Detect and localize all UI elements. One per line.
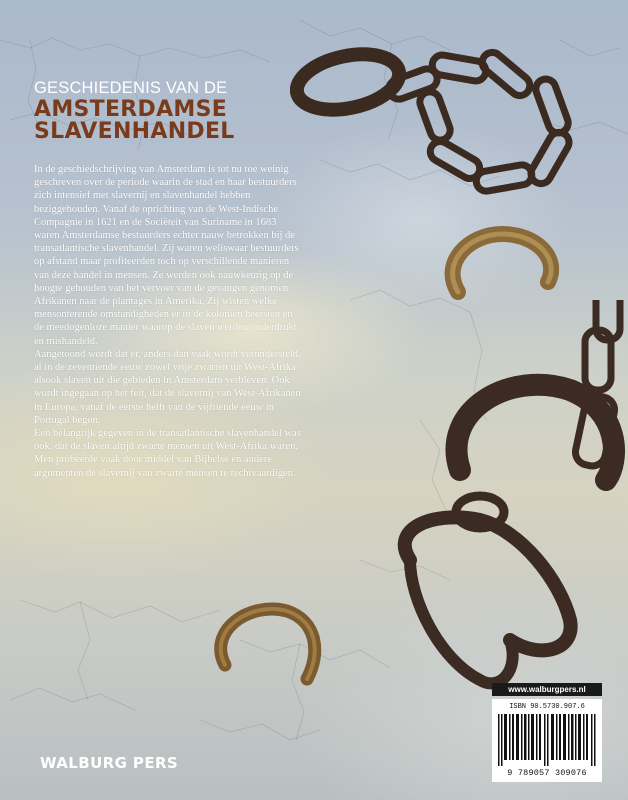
book-title-line-1: AMSTERDAMSE: [34, 97, 228, 122]
barcode-graphic: [498, 714, 596, 766]
book-title-line-2: SLAVENHANDEL: [34, 119, 235, 144]
barcode-panel: [492, 699, 602, 782]
barcode-number: 9 789057 309076: [507, 768, 587, 778]
blurb-text: [34, 163, 302, 480]
isbn-label: ISBN 90.5730.907.6: [509, 703, 585, 711]
book-title: [34, 99, 334, 143]
publisher-logo: WALBURG PERS: [40, 754, 179, 772]
blurb-paragraph: In de geschiedschrijving van Amsterdam is tot nu toe weinig geschreven over de periode waarin de stad en haar bestuurders zich intensief met slavernij en slavenhandel hebben beziggehouden. Vanaf de oprichting van de West-Indische Compagnie in 1621 en de Sociëteit van Suriname in 1683 waren Amsterdamse bestuurders echter nauw betrokken bij de transatlantische slavenhandel. Zij waren weliswaar bestuurders op afstand maar profiteerden toch op verschillende manieren van deze handel in mensen. Ze werden ook nauwkeurig op de hoogte gehouden van het vervoer van de gevangen genomen Afrikanen naar de plantages in Amerika. Zij wisten welke mensonterende omstandigheden er in de koloniën heersten en de meedogenloze manier waarop de slaven werden onderdrukt en mishandeld.: [34, 164, 299, 347]
chain-shackle-image: [290, 30, 610, 220]
publisher-website: www.walburgpers.nl: [492, 683, 602, 696]
blurb-paragraph: Aangetoond wordt dat er, anders dan vaak wordt verondersteld, al in de zeventiende eeuw zowel vrije zwarten uit West-Afrika alsook slaven uit die gebieden in Amsterdam verbleven. Ook wordt ingegaan op het feit, dat de slavernij van West-Afrikanen in Europa, vanaf de eerste helft van de vijftiende eeuw in Portugal begon.: [34, 348, 301, 426]
copper-armring-image: [195, 595, 335, 705]
blurb-paragraph: Een belangrijk gegeven in de transatlantische slavenhandel was ook, dat de slaven altijd zwarte mensen uit West-Afrika waren. Men probeerde vaak door middel van Bijbelse en andere argumenten de slavernij van zwarte mensen te rechtvaardigen.: [34, 428, 301, 479]
subtitle-heading: GESCHIEDENIS VAN DE: [34, 79, 228, 97]
leg-iron-image: [370, 300, 628, 700]
